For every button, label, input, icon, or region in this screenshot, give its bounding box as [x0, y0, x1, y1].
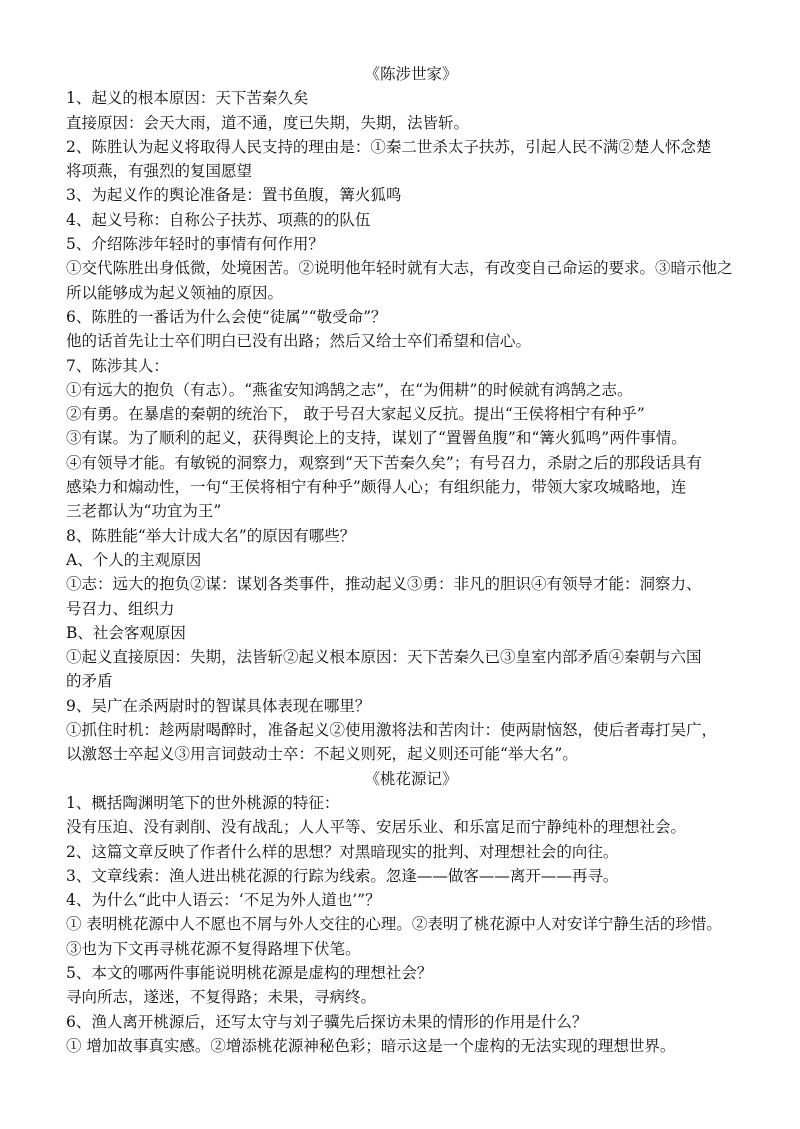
text-line: 将项燕，有强烈的复国愿望 [66, 162, 253, 181]
text-line: 6、陈胜的一番话为什么会使“徒属”“敬受命”？ [66, 307, 387, 326]
text-line: 直接原因：会天大雨，道不通，度已失期，失期，法皆斩。 [66, 113, 470, 132]
text-line: ③有谋。为了顺利的起义，获得舆论上的支持，谋划了“置罾鱼腹”和“篝火狐鸣”两件事情。 [66, 429, 687, 448]
text-line: A、个人的主观原因 [66, 550, 202, 569]
text-line: 他的话首先让士卒们明白已没有出路；然后又给士卒们希望和信心。 [66, 332, 532, 351]
text-line: 5、本文的哪两件事能说明桃花源是虚构的理想社会？ [66, 963, 433, 982]
text-line: 3、文章线索：渔人进出桃花源的行踪为线索。忽逢——做客——离开——再寻。 [66, 866, 619, 885]
text-line: 的矛盾 [66, 672, 113, 691]
section-title: 《陈涉世家》 [364, 65, 458, 83]
text-line: ①抓住时机：趁两尉喝醉时，准备起义②使用激将法和苦肉计：使两尉恼怒，使后者毒打吴广， [66, 721, 718, 740]
text-line: 1、概括陶渊明笔下的世外桃源的特征： [66, 793, 340, 812]
text-line: 2、这篇文章反映了作者什么样的思想？对黑暗现实的批判、对理想社会的向往。 [66, 842, 619, 861]
text-line: ①有远大的抱负（有志）。“燕雀安知鸿鹄之志”，在“为佣耕”的时候就有鸿鹄之志。 [66, 380, 633, 399]
text-line: ①志：远大的抱负②谋：谋划各类事件，推动起义③勇：非凡的胆识④有领导才能：洞察力、 [66, 575, 702, 594]
text-line: 感染力和煽动性，一句“王侯将相宁有种乎”颇得人心；有组织能力，带领大家攻城略地，连 [66, 478, 687, 497]
text-line: 三老都认为“功宜为王” [66, 502, 222, 521]
text-line: 所以能够成为起义领袖的原因。 [66, 283, 284, 302]
text-line: 9、吴广在杀两尉时的智谋具体表现在哪里？ [66, 696, 371, 715]
text-line: 2、陈胜认为起义将取得人民支持的理由是：①秦二世杀太子扶苏，引起人民不满②楚人怀念楚 [66, 137, 712, 156]
text-line: 4、为什么“此中人语云：‘不足为外人道也’”？ [66, 891, 381, 910]
text-line: ① 增加故事真实感。②增添桃花源神秘色彩；暗示这是一个虚构的无法实现的理想世界。 [66, 1036, 676, 1055]
text-line: 8、陈胜能“举大计成大名”的原因有哪些？ [66, 526, 356, 545]
section-title: 《桃花源记》 [364, 769, 458, 788]
text-line: 寻向所志，遂迷，不复得路；未果，寻病终。 [66, 988, 377, 1007]
document-page [66, 62, 756, 1058]
text-line: ①起义直接原因：失期，法皆斩②起义根本原因：天下苦秦久已③皇室内部矛盾④秦朝与六国 [66, 648, 702, 667]
text-line: ① 表明桃花源中人不愿也不屑与外人交往的心理。②表明了桃花源中人对安详宁静生活的珍惜。 [66, 915, 722, 934]
text-line: 1、起义的根本原因：天下苦秦久矣 [66, 89, 309, 108]
text-line: ④有领导才能。有敏锐的洞察力，观察到“天下苦秦久矣”；有号召力，杀尉之后的那段话具有 [66, 453, 702, 472]
text-line: B、社会客观原因 [66, 623, 186, 642]
text-line: 7、陈涉其人： [66, 356, 169, 375]
text-line: ②有勇。在暴虐的秦朝的统治下， 敢于号召大家起义反抗。提出“王侯将相宁有种乎” [66, 405, 645, 424]
text-line: 以激怒士卒起义③用言词鼓动士卒：不起义则死，起义则还可能“举大名”。 [66, 745, 578, 764]
text-line: 4、起义号称：自称公子扶苏、项燕的的队伍 [66, 210, 371, 229]
text-line: 号召力、组织力 [66, 599, 175, 618]
text-line: ③也为下文再寻桃花源不复得路埋下伏笔。 [66, 939, 361, 958]
text-line: 没有压迫、没有剥削、没有战乱；人人平等、安居乐业、和乐富足而宁静纯朴的理想社会。 [66, 818, 687, 837]
text-line: 6、渔人离开桃源后，还写太守与刘子骥先后探访未果的情形的作用是什么？ [66, 1012, 588, 1031]
text-line: 5、介绍陈涉年轻时的事情有何作用？ [66, 235, 324, 254]
text-line: 3、为起义作的舆论准备是：置书鱼腹，篝火狐鸣 [66, 186, 402, 205]
text-line: ①交代陈胜出身低微，处境困苦。②说明他年轻时就有大志，有改变自己命运的要求。③暗示他之 [66, 259, 733, 278]
